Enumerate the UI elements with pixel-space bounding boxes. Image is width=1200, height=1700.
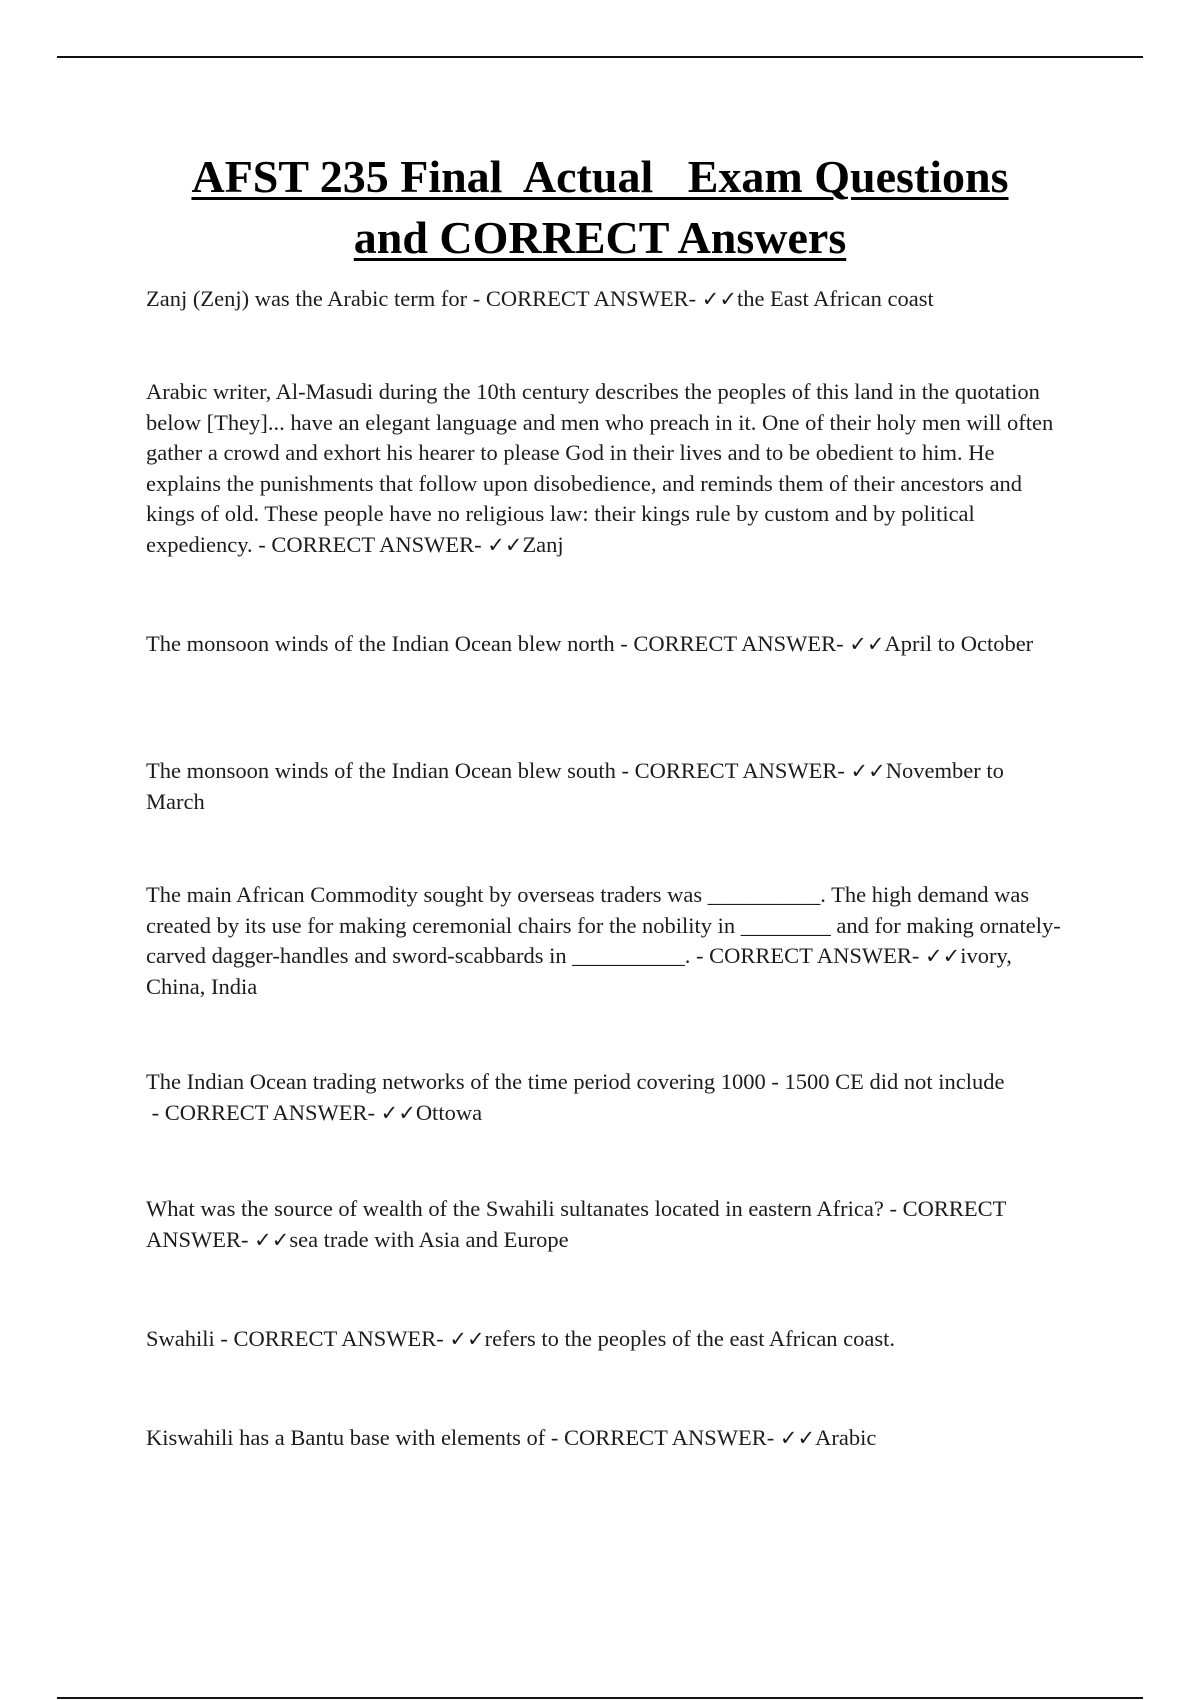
question-text: The monsoon winds of the Indian Ocean blew north [146, 631, 615, 656]
answer-text: sea trade with Asia and Europe [289, 1226, 569, 1252]
answer-text: refers to the peoples of the east African coast. [484, 1326, 896, 1351]
qa-item: The main African Commodity sought by overseas traders was __________. The high demand was created by its use for making ceremonial chairs for the nobility in ________ and for making ornately-carved dagger-handles and sword-scabbards in __________. - CORRECT ANSWER- ✓✓ivory, China, India [146, 882, 1061, 999]
check-icon: ✓✓ [254, 1227, 290, 1252]
qa-item: Swahili - CORRECT ANSWER- ✓✓refers to the peoples of the east African coast. [146, 1326, 896, 1351]
question-text: Swahili [146, 1326, 215, 1351]
qa-item: Zanj (Zenj) was the Arabic term for - CORRECT ANSWER- ✓✓the East African coast [146, 286, 934, 311]
footer-rule [57, 1697, 1143, 1699]
check-icon: ✓✓ [925, 944, 961, 968]
answer-text: Arabic [815, 1425, 877, 1450]
answer-text: Ottowa [415, 1099, 483, 1125]
answer-marker: CORRECT ANSWER- [485, 286, 697, 311]
answer-text: November to March [146, 758, 1004, 814]
answer-text: April to October [884, 631, 1034, 656]
question-text: What was the source of wealth of the Swahili sultanates located in eastern Africa? [146, 1196, 884, 1221]
check-icon: ✓✓ [779, 1426, 816, 1450]
question-text: Kiswahili has a Bantu base with elements of [146, 1425, 546, 1450]
question-text: The Indian Ocean trading networks of the time period covering 1000 - 1500 CE did not include [146, 1069, 1005, 1094]
check-icon: ✓✓ [487, 532, 523, 557]
answer-text: ivory, China, India [146, 943, 1012, 999]
check-icon: ✓✓ [449, 1327, 485, 1351]
answer-text: the East African coast [736, 286, 934, 311]
answer-marker: CORRECT ANSWER- [709, 943, 920, 968]
answer-marker: CORRECT ANSWER- [271, 531, 482, 557]
check-icon: ✓✓ [850, 759, 886, 783]
question-text: Zanj (Zenj) was the Arabic term for [146, 286, 468, 311]
answer-marker: CORRECT ANSWER- [633, 631, 844, 656]
document-title [150, 146, 1050, 268]
check-icon: ✓✓ [701, 287, 737, 311]
qa-item: What was the source of wealth of the Swahili sultanates located in eastern Africa? - CORRECT ANSWER- ✓✓sea trade with Asia and Europe [146, 1196, 1006, 1252]
qa-item: The Indian Ocean trading networks of the time period covering 1000 - 1500 CE did not include - CORRECT ANSWER- ✓✓Ottowa [146, 1069, 1005, 1125]
check-icon: ✓✓ [849, 632, 885, 656]
question-text: Arabic writer, Al-Masudi during the 10th century describes the peoples of this land in the quotation below [They]... have an elegant language and men who preach in it. One of their holy men will often gather a crowd and exhort his hearer to please God in their lives and to be obedient to him. He explains the punishments that follow upon disobedience, and reminds them of their ancestors and kings of old. These people have no religious law: their kings rule by custom and by political expediency. [146, 379, 1054, 557]
qa-item: Kiswahili has a Bantu base with elements of - CORRECT ANSWER- ✓✓Arabic [146, 1425, 877, 1450]
qa-item: The monsoon winds of the Indian Ocean blew north - CORRECT ANSWER- ✓✓April to October [146, 631, 1034, 656]
answer-marker: CORRECT ANSWER- [164, 1099, 375, 1125]
question-text: The monsoon winds of the Indian Ocean blew south [146, 758, 616, 783]
header-rule [57, 56, 1143, 58]
title-line-2: and CORRECT Answers [353, 212, 847, 263]
qa-item: The monsoon winds of the Indian Ocean blew south - CORRECT ANSWER- ✓✓November to March [146, 758, 1004, 814]
answer-text: Zanj [522, 531, 564, 557]
answer-marker: CORRECT ANSWER- [233, 1326, 444, 1351]
answer-marker: CORRECT ANSWER- [146, 1196, 1006, 1252]
check-icon: ✓✓ [380, 1100, 416, 1125]
question-text: The main African Commodity sought by overseas traders was __________. The high demand was created by its use for making ceremonial chairs for the nobility in ________ and for making ornately-carved dagger-handles and sword-scabbards in __________. [146, 882, 1061, 968]
answer-marker: CORRECT ANSWER- [634, 758, 845, 783]
title-line-1: AFST 235 Final Actual Exam Questions [191, 151, 1009, 202]
qa-item: Arabic writer, Al-Masudi during the 10th century describes the peoples of this land in the quotation below [They]... have an elegant language and men who preach in it. One of their holy men will often gather a crowd and exhort his hearer to please God in their lives and to be obedient to him. He explains the punishments that follow upon disobedience, and reminds them of their ancestors and kings of old. These people have no religious law: their kings rule by custom and by political expediency. - CORRECT ANSWER- ✓✓Zanj [146, 379, 1054, 557]
answer-marker: CORRECT ANSWER- [564, 1425, 775, 1450]
